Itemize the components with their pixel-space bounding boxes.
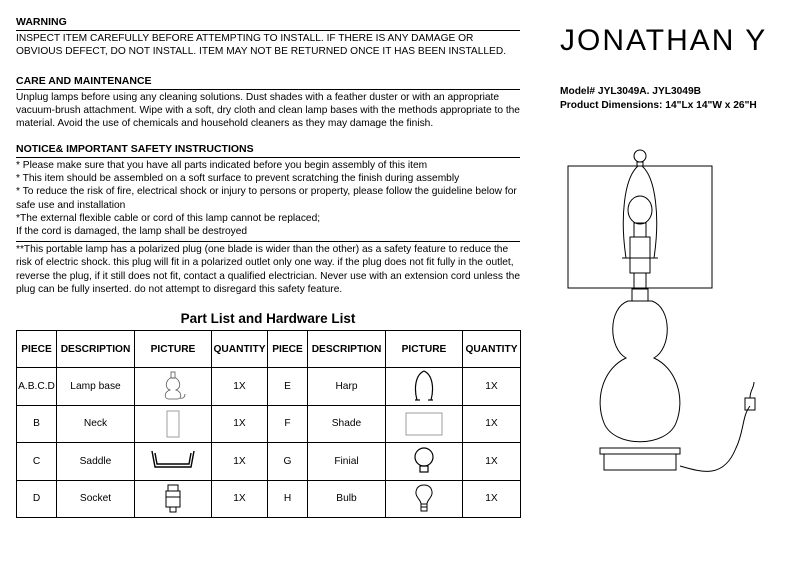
parts-list-title: Part List and Hardware List	[180, 311, 356, 326]
col-header: DESCRIPTION	[57, 331, 135, 368]
piece-cell: F	[268, 405, 308, 443]
care-section	[16, 75, 520, 131]
col-header: PICTURE	[135, 331, 212, 368]
quantity-cell: 1X	[212, 405, 268, 443]
safety-line: * To reduce the risk of fire, electrical shock or injury to persons or property, please follow the guideline below for safe use and installation	[16, 186, 517, 211]
description-cell: Socket	[57, 480, 135, 518]
table-row	[17, 405, 521, 443]
col-header: QUANTITY	[463, 331, 521, 368]
table-row	[17, 443, 521, 481]
quantity-cell: 1X	[212, 480, 268, 518]
lamp-illustration-icon	[564, 148, 784, 488]
divider	[16, 89, 520, 90]
care-text: Unplug lamps before using any cleaning solutions. Dust shades with a feather duster or with an appropriate vacuum-brush attachment. Wipe with a soft, dry cloth and clean lamp bases with the methods appropriate to the material. Avoid the use of chemicals and household cleaners as they may damage the finish.	[16, 92, 520, 130]
piece-cell: B	[17, 405, 57, 443]
warning-title: WARNING	[16, 16, 67, 28]
harp-icon	[409, 369, 439, 403]
quantity-cell: 1X	[463, 405, 521, 443]
model-number: Model# JYL3049A. JYL3049B	[560, 86, 701, 97]
brand-logo: JONATHAN Y	[560, 24, 768, 57]
warning-text: INSPECT ITEM CAREFULLY BEFORE ATTEMPTING TO INSTALL. IF THERE IS ANY DAMAGE OR OBVIOUS DEFECT, DO NOT INSTALL. ITEM MAY NOT BE RETURNED ONCE IT HAS BEEN INSTALLED.	[16, 33, 507, 58]
care-title: CARE AND MAINTENANCE	[16, 75, 152, 87]
divider	[16, 157, 520, 158]
product-dimensions: Product Dimensions: 14"Lx 14"W x 26"H	[560, 100, 757, 111]
description-cell: Neck	[57, 405, 135, 443]
safety-line: * This item should be assembled on a soft surface to prevent scratching the finish during assembly	[16, 173, 460, 185]
piece-cell: G	[268, 443, 308, 481]
safety-section	[16, 143, 520, 296]
description-cell: Bulb	[308, 480, 386, 518]
neck-icon	[163, 408, 183, 440]
socket-icon	[161, 483, 185, 515]
parts-table	[16, 330, 521, 518]
piece-cell: H	[268, 480, 308, 518]
divider	[16, 241, 520, 242]
bulb-icon	[412, 483, 436, 515]
divider	[16, 30, 520, 31]
piece-cell: E	[268, 368, 308, 406]
description-cell: Lamp base	[57, 368, 135, 406]
description-cell: Harp	[308, 368, 386, 406]
description-cell: Finial	[308, 443, 386, 481]
table-row	[17, 368, 521, 406]
col-header: PIECE	[17, 331, 57, 368]
col-header: PIECE	[268, 331, 308, 368]
col-header: QUANTITY	[212, 331, 268, 368]
safety-line: * Please make sure that you have all parts indicated before you begin assembly of this item	[16, 160, 428, 171]
quantity-cell: 1X	[463, 443, 521, 481]
description-cell: Saddle	[57, 443, 135, 481]
finial-icon	[411, 446, 437, 476]
col-header: DESCRIPTION	[308, 331, 386, 368]
table-header-row	[17, 331, 521, 368]
piece-cell: D	[17, 480, 57, 518]
quantity-cell: 1X	[463, 368, 521, 406]
warning-section	[16, 16, 520, 58]
quantity-cell: 1X	[212, 368, 268, 406]
safety-line: If the cord is damaged, the lamp shall be destroyed	[16, 226, 248, 238]
plug-note: **This portable lamp has a polarized plug (one blade is wider than the other) as a safety feature to reduce the risk of electric shock. this plug will fit in a polarized outlet only one way. if the plug does not fit fully in the outlet, reverse the plug, if it still does not fit, contact a qualified electrician. Never use with an extension cord unless the plug can be fully inserted. do not attempt to disregard this safety feature.	[16, 244, 520, 295]
shade-icon	[404, 409, 444, 439]
col-header: PICTURE	[386, 331, 463, 368]
piece-cell: A.B.C.D	[17, 368, 57, 406]
description-cell: Shade	[308, 405, 386, 443]
quantity-cell: 1X	[212, 443, 268, 481]
quantity-cell: 1X	[463, 480, 521, 518]
safety-title: NOTICE& IMPORTANT SAFETY INSTRUCTIONS	[16, 143, 254, 155]
saddle-icon	[149, 447, 197, 475]
table-row	[17, 480, 521, 518]
lamp-base-icon	[158, 370, 188, 402]
piece-cell: C	[17, 443, 57, 481]
safety-line: *The external flexible cable or cord of this lamp cannot be replaced;	[16, 212, 321, 224]
